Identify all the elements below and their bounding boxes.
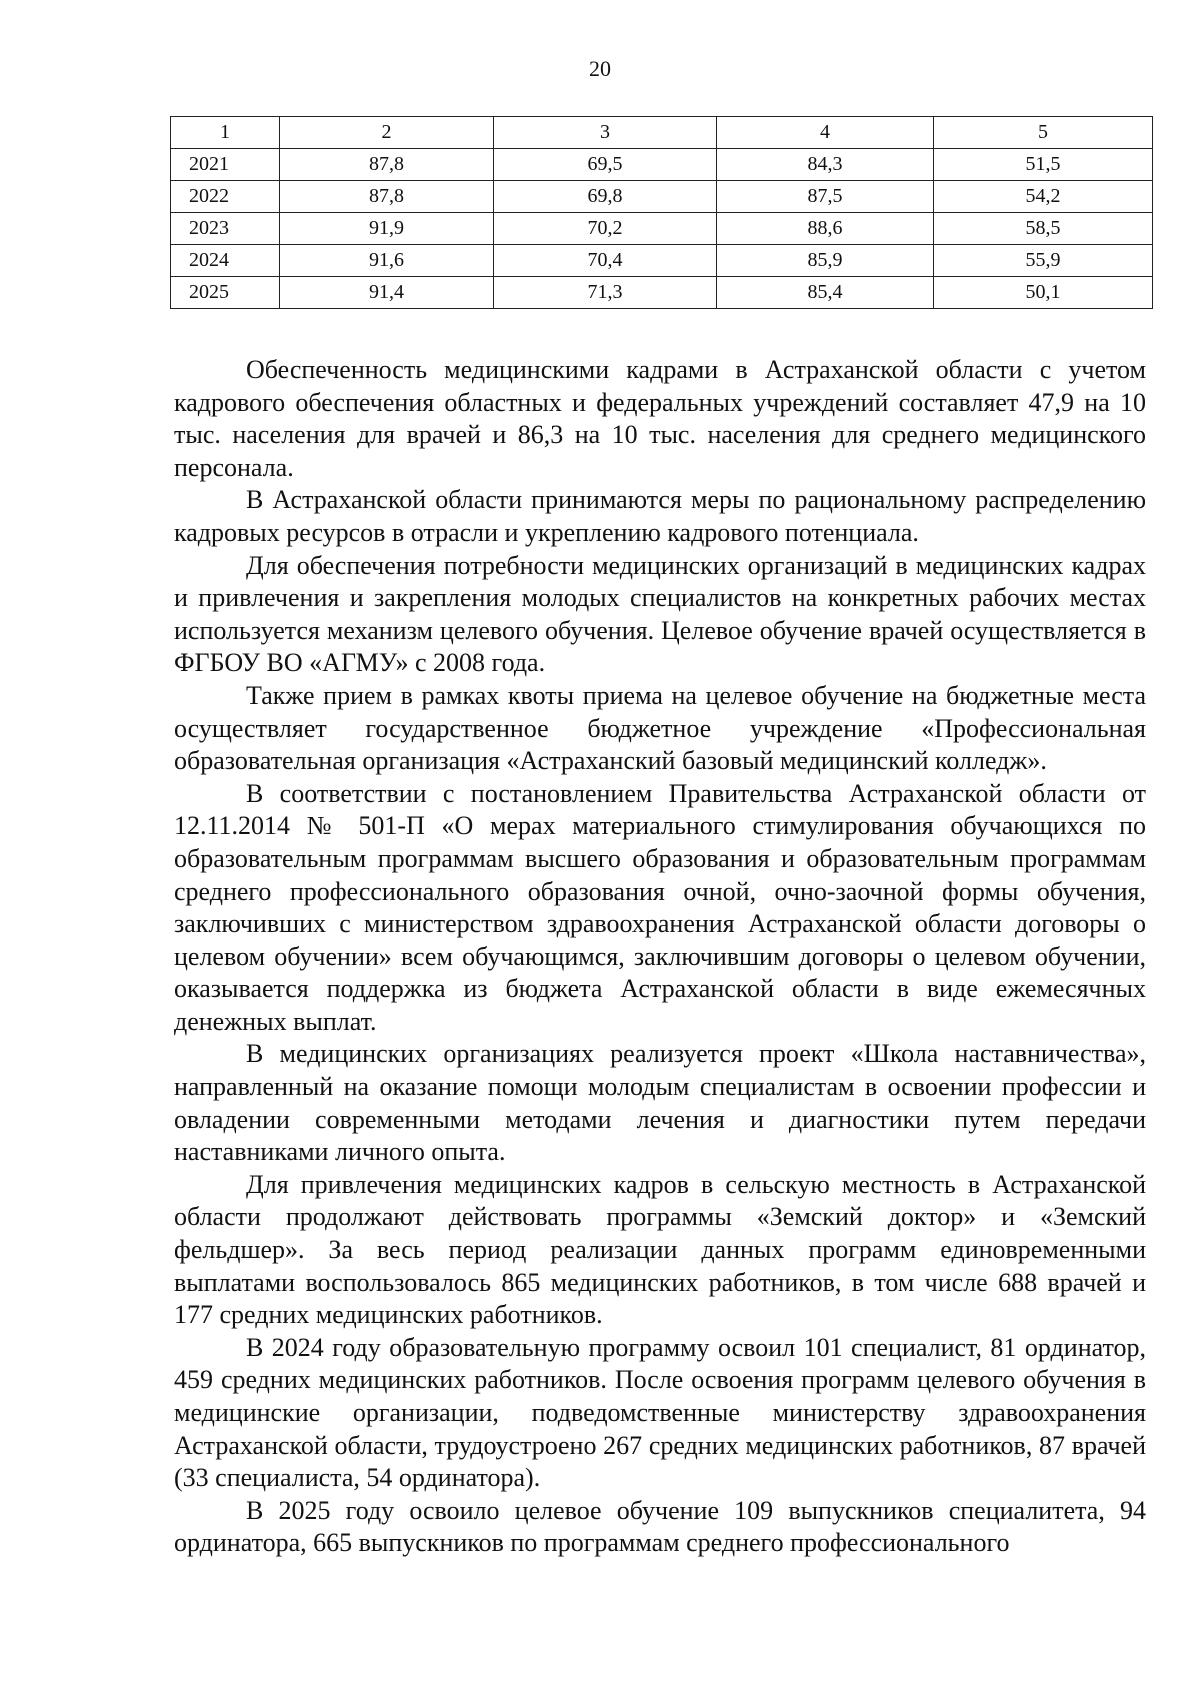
table-cell-year: 2021 [171,149,280,181]
table-header-cell: 5 [934,117,1153,149]
table-cell: 87,8 [280,149,494,181]
table-cell: 87,5 [717,181,934,213]
table-header-cell: 3 [494,117,717,149]
table-row [171,181,1153,213]
table-cell: 50,1 [934,277,1153,309]
paragraph: В медицинских организациях реализуется проект «Школа наставничества», направленный на оказание помощи молодым специалистам в освоении профессии и овладении современными методами лечения и диагностики путем передачи наставниками личного опыта. [174,1039,1146,1167]
paragraph: В Астраханской области принимаются меры по рациональному распределению кадровых ресурсов в отрасли и укреплению кадрового потенциала. [174,485,1146,547]
table-cell: 51,5 [934,149,1153,181]
table-cell-year: 2022 [171,181,280,213]
paragraph: В соответствии с постановлением Правительства Астраханской области от 12.11.2014 № 501-П «О мерах материального стимулирования обучающихся по образовательным программам высшего образования и образовательным программам среднего профессионального образования очной, очно-заочной формы обучения, заключивших с министерством здравоохранения Астраханской области договоры о целевом обучении» всем обучающимся, заключившим договоры о целевом обучении, оказывается поддержка из бюджета Астраханской области в виде ежемесячных денежных выплат. [174,778,1146,1036]
table-cell: 58,5 [934,213,1153,245]
paragraph: Также прием в рамках квоты приема на целевое обучение на бюджетные места осуществляет государственное бюджетное учреждение «Профессиональная образовательная организация «Астраханский базовый медицинский колледж». [174,680,1146,776]
table-cell: 70,4 [494,245,717,277]
table-cell: 70,2 [494,213,717,245]
paragraph: В 2025 году освоило целевое обучение 109 выпускников специалитета, 94 ординатора, 665 выпускников по программам среднего профессионального [174,1495,1146,1558]
table-cell: 69,5 [494,149,717,181]
table-header-cell: 2 [280,117,494,149]
table-header-row [171,117,1153,149]
table-cell-year: 2023 [171,213,280,245]
table-cell: 54,2 [934,181,1153,213]
table-header-cell: 4 [717,117,934,149]
table-cell: 87,8 [280,181,494,213]
page-number: 20 [589,56,611,81]
table-cell: 91,4 [280,277,494,309]
table-cell: 91,6 [280,245,494,277]
paragraph: Для привлечения медицинских кадров в сельскую местность в Астраханской области продолжают действовать программы «Земский доктор» и «Земский фельдшер». За весь период реализации данных программ единовременными выплатами воспользовалось 865 медицинских работников, в том числе 688 врачей и 177 средних медицинских работников. [174,1169,1146,1330]
table-row [171,245,1153,277]
body-text [174,354,1146,1560]
table-cell-year: 2024 [171,245,280,277]
table-cell: 85,4 [717,277,934,309]
table-cell-year: 2025 [171,277,280,309]
paragraph: В 2024 году образовательную программу освоил 101 специалист, 81 ординатор, 459 средних медицинских работников. После освоения программ целевого обучения в медицинские организации, подведомственные министерству здравоохранения Астраханской области, трудоустроено 267 средних медицинских работников, 87 врачей (33 специалиста, 54 ординатора). [174,1332,1146,1493]
table-cell: 55,9 [934,245,1153,277]
table-row [171,149,1153,181]
table-cell: 71,3 [494,277,717,309]
table-cell: 69,8 [494,181,717,213]
paragraph: Обеспеченность медицинскими кадрами в Астраханской области с учетом кадрового обеспечения областных и федеральных учреждений составляет 47,9 на 10 тыс. населения для врачей и 86,3 на 10 тыс. населения для среднего медицинского персонала. [174,355,1146,482]
data-table [170,116,1153,309]
table-cell: 91,9 [280,213,494,245]
table-cell: 84,3 [717,149,934,181]
table-row [171,277,1153,309]
table-cell: 88,6 [717,213,934,245]
paragraph: Для обеспечения потребности медицинских организаций в медицинских кадрах и привлечения и закрепления молодых специалистов на конкретных рабочих местах используется механизм целевого обучения. Целевое обучение врачей осуществляется в ФГБОУ ВО «АГМУ» с 2008 года. [174,550,1146,678]
table-cell: 85,9 [717,245,934,277]
table-row [171,213,1153,245]
table-header-cell: 1 [171,117,280,149]
